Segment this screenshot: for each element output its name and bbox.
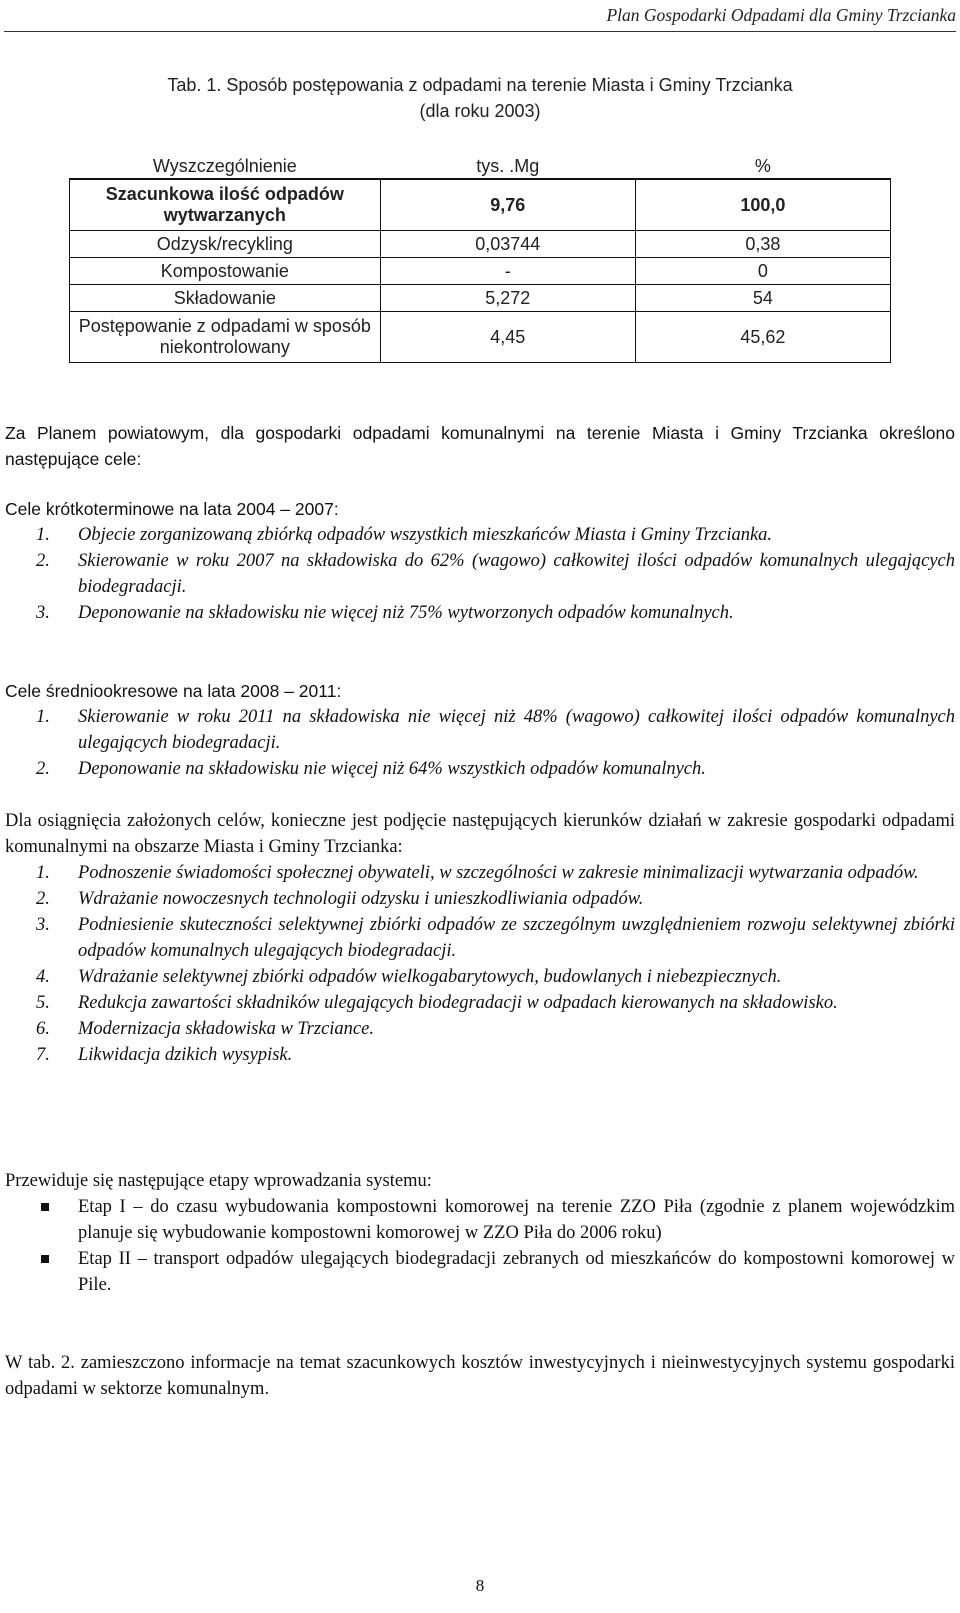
row-mg: - xyxy=(380,258,635,285)
table-row xyxy=(70,312,891,363)
row-pct: 0,38 xyxy=(635,231,890,258)
list-item: 1. Skierowanie w roku 2011 na składowiska nie więcej niż 48% (wagowo) całkowitej ilości odpadów komunalnych ulegających biodegradacji. xyxy=(36,707,955,753)
table-caption-year: (dla roku 2003) xyxy=(419,101,541,121)
row-pct: 0 xyxy=(635,258,890,285)
mid-term-heading: Cele średniookresowe na lata 2008 – 2011: xyxy=(5,681,342,701)
stages-list xyxy=(5,1194,955,1298)
bullet-square-icon xyxy=(41,1255,49,1263)
table-row xyxy=(70,285,891,312)
row-label: Szacunkowa ilość odpadów wytwarzanych xyxy=(70,179,381,231)
header-cell: % xyxy=(635,154,890,179)
list-item: 3. Deponowanie na składowisku nie więcej niż 75% wytworzonych odpadów komunalnych. xyxy=(36,603,734,623)
header-cell: tys. .Mg xyxy=(380,154,635,179)
row-mg: 0,03744 xyxy=(380,231,635,258)
waste-table xyxy=(69,154,891,363)
row-label: Odzysk/recykling xyxy=(70,231,381,258)
table-row xyxy=(70,258,891,285)
list-item: Etap I – do czasu wybudowania kompostowni komorowej na terenie ZZO Piła (zgodnie z planem wojewódzkim planuje się wybudowanie kompostowni komorowej w ZZO Piła do 2006 roku) xyxy=(5,1194,955,1246)
list-item: Etap II – transport odpadów ulegających biodegradacji zebranych od mieszkańców do kompostowni komorowej w Pile. xyxy=(5,1246,955,1298)
list-item: 5. Redukcja zawartości składników ulegających biodegradacji w odpadach kierowanych na składowisko. xyxy=(36,993,838,1013)
list-item: 1. Objecie zorganizowaną zbiórką odpadów wszystkich mieszkańców Miasta i Gminy Trzcianka. xyxy=(36,525,773,545)
list-item: 4. Wdrażanie selektywnej zbiórki odpadów wielkogabarytowych, budowlanych i niebezpiecznych. xyxy=(36,967,782,987)
row-pct: 100,0 xyxy=(635,179,890,231)
stages-intro: Przewiduje się następujące etapy wprowadzania systemu: xyxy=(5,1171,432,1191)
actions-list xyxy=(5,860,955,1068)
short-term-list xyxy=(5,522,955,626)
list-item: 2. Skierowanie w roku 2007 na składowiska do 62% (wagowo) całkowitej ilości odpadów komunalnych ulegających biodegradacji. xyxy=(36,551,955,597)
short-term-heading: Cele krótkoterminowe na lata 2004 – 2007: xyxy=(5,499,339,519)
row-mg: 5,272 xyxy=(380,285,635,312)
page-number: 8 xyxy=(475,1576,485,1595)
row-label: Składowanie xyxy=(70,285,381,312)
list-item: 2. Deponowanie na składowisku nie więcej niż 64% wszystkich odpadów komunalnych. xyxy=(36,759,706,779)
bullet-square-icon xyxy=(41,1203,49,1211)
row-pct: 54 xyxy=(635,285,890,312)
list-item: 6. Modernizacja składowiska w Trzciance. xyxy=(36,1019,374,1039)
row-mg: 9,76 xyxy=(380,179,635,231)
table-caption: Tab. 1. Sposób postępowania z odpadami na terenie Miasta i Gminy Trzcianka xyxy=(167,75,793,95)
row-pct: 45,62 xyxy=(635,312,890,363)
list-item: 2. Wdrażanie nowoczesnych technologii odzysku i unieszkodliwiania odpadów. xyxy=(36,889,644,909)
list-item: 7. Likwidacja dzikich wysypisk. xyxy=(36,1045,293,1065)
actions-intro: Dla osiągnięcia założonych celów, konieczne jest podjęcie następujących kierunków działań w zakresie gospodarki odpadami komunalnymi na obszarze Miasta i Gminy Trzcianka: xyxy=(5,811,955,857)
row-label: Kompostowanie xyxy=(70,258,381,285)
row-label: Postępowanie z odpadami w sposób niekontrolowany xyxy=(70,312,381,363)
row-mg: 4,45 xyxy=(380,312,635,363)
table-row xyxy=(70,179,891,231)
table-header-row xyxy=(70,154,891,179)
running-header: Plan Gospodarki Odpadami dla Gminy Trzcianka xyxy=(4,2,956,32)
closing-paragraph: W tab. 2. zamieszczono informacje na temat szacunkowych kosztów inwestycyjnych i nieinwestycyjnych systemu gospodarki odpadami w sektorze komunalnym. xyxy=(5,1353,955,1399)
list-item: 1. Podnoszenie świadomości społecznej obywateli, w szczególności w zakresie minimalizacji wytwarzania odpadów. xyxy=(36,863,919,883)
intro-paragraph: Za Planem powiatowym, dla gospodarki odpadami komunalnymi na terenie Miasta i Gminy Trzcianka określono następujące cele: xyxy=(5,423,955,469)
header-cell: Wyszczególnienie xyxy=(70,154,381,179)
list-item: 3. Podniesienie skuteczności selektywnej zbiórki odpadów ze szczególnym uwzględnieniem rozwoju selektywnej zbiórki odpadów komunalnych ulegających biodegradacji. xyxy=(36,915,955,961)
mid-term-list xyxy=(5,704,955,782)
table-row xyxy=(70,231,891,258)
